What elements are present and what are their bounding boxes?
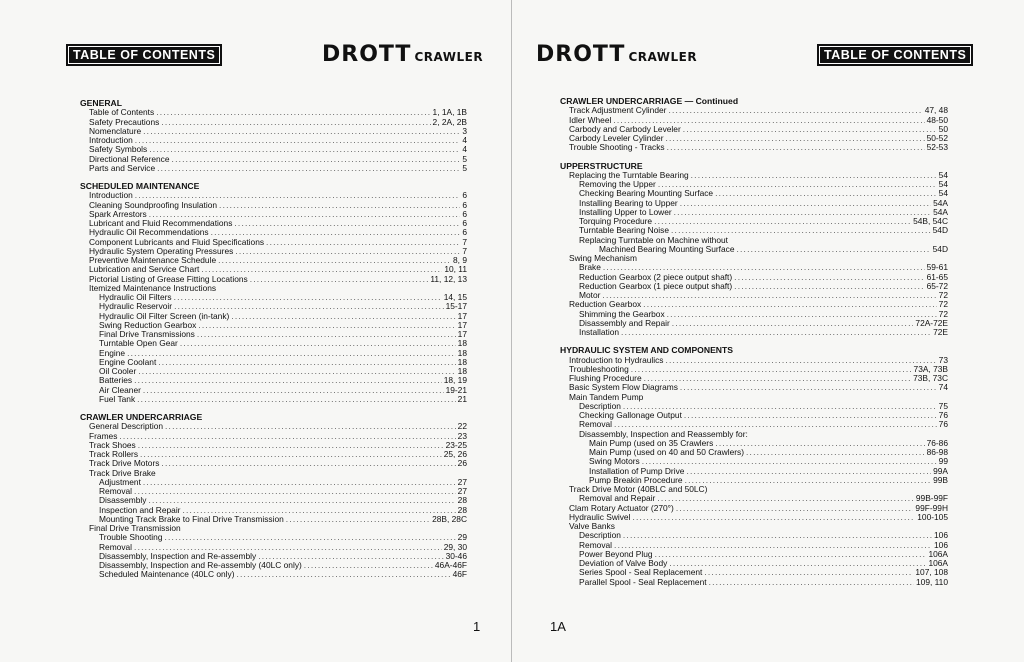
leader-dots xyxy=(704,568,913,577)
leader-dots xyxy=(684,411,937,420)
leader-dots xyxy=(621,328,931,337)
leader-dots xyxy=(161,118,430,127)
toc-entry-page: 4 xyxy=(462,135,467,145)
toc-entry xyxy=(560,106,948,115)
toc-entry-title: Directional Reference xyxy=(89,153,170,164)
leader-dots xyxy=(642,457,937,466)
toc-entry-title: Track Drive Brake xyxy=(89,467,156,478)
toc-entry xyxy=(560,328,948,337)
toc-entry-title: Flushing Procedure xyxy=(569,373,642,383)
leader-dots xyxy=(669,559,926,568)
toc-entry-page: 30-46 xyxy=(445,550,467,561)
toc-entry-title: Installing Upper to Lower xyxy=(579,206,672,217)
toc-entry xyxy=(80,570,467,579)
toc-entry-page: 61-65 xyxy=(926,271,948,282)
toc-entry-page: 27 xyxy=(457,476,467,487)
toc-entry xyxy=(560,143,948,152)
toc-entry-page: 72 xyxy=(938,308,948,319)
toc-entry-page: 46F xyxy=(452,569,467,580)
leader-dots xyxy=(654,217,911,226)
leader-dots xyxy=(140,450,442,459)
toc-entry-title: Valve Banks xyxy=(569,521,615,531)
toc-entry-title: Frames xyxy=(89,430,118,441)
toc-entry-page: 17 xyxy=(457,319,467,330)
toc-entry-title: Spark Arrestors xyxy=(89,208,147,219)
toc-entry-page: 59-61 xyxy=(926,262,948,273)
toc-entry-page: 75 xyxy=(938,400,948,411)
toc-entry-title: Introduction to Hydraulics xyxy=(569,354,664,365)
toc-list xyxy=(80,99,467,580)
toc-entry-title: Swing Mechanism xyxy=(569,253,637,263)
toc-entry-page: 25, 26 xyxy=(443,449,467,459)
toc-entry-page: 107, 108 xyxy=(915,567,948,578)
toc-entry-title: Oil Cooler xyxy=(99,366,137,376)
toc-entry-title: Reduction Gearbox (1 piece output shaft) xyxy=(579,280,733,291)
toc-entry-page: 21 xyxy=(457,393,467,404)
leader-dots xyxy=(746,448,925,457)
brand-name: DROTT xyxy=(536,42,626,67)
toc-entry-page: 76 xyxy=(938,410,948,420)
toc-entry-title: Removal xyxy=(99,541,133,552)
toc-entry-title: Turntable Open Gear xyxy=(99,338,178,349)
toc-entry-title: Carbody Leveler Cylinder xyxy=(569,133,664,143)
toc-entry-title: Nomenclature xyxy=(89,125,142,136)
toc-entry-page: 1, 1A, 1B xyxy=(432,107,467,118)
toc-entry-page: 29 xyxy=(457,532,467,543)
toc-entry-page: 22 xyxy=(457,421,467,432)
toc-entry-page: 18 xyxy=(457,366,467,376)
toc-entry xyxy=(80,432,467,441)
leader-dots xyxy=(667,310,937,319)
toc-entry xyxy=(80,533,467,542)
toc-entry-title: Inspection and Repair xyxy=(99,504,181,515)
toc-entry-title: Engine xyxy=(99,347,126,358)
toc-entry-page: 23 xyxy=(457,430,467,441)
leader-dots xyxy=(655,550,927,559)
toc-entry-title: Final Drive Transmission xyxy=(89,523,181,533)
toc-entry-page: 18 xyxy=(457,356,467,367)
leader-dots xyxy=(137,395,456,404)
toc-entry-title: Final Drive Transmissions xyxy=(99,329,195,339)
leader-dots xyxy=(234,219,460,228)
section-heading: CRAWLER UNDERCARRIAGE — Continued xyxy=(560,96,739,106)
toc-entry xyxy=(80,395,467,404)
leader-dots xyxy=(236,570,450,579)
leader-dots xyxy=(286,515,430,524)
toc-entry-title: Replacing the Turntable Bearing xyxy=(569,169,689,180)
page-number: 1 xyxy=(473,619,481,634)
toc-entry-title: General Description xyxy=(89,421,164,432)
leader-dots xyxy=(691,171,937,180)
toc-entry-page: 6 xyxy=(462,190,467,201)
toc-entry-title: Disassembly, Inspection and Re-assembly (40LC only) xyxy=(99,560,302,570)
leader-dots xyxy=(219,201,460,210)
toc-entry-page: 73A, 73B xyxy=(913,363,948,374)
toc-entry-title: Pictorial Listing of Grease Fitting Locations xyxy=(89,273,248,284)
toc-entry-page: 73B, 73C xyxy=(913,373,948,383)
leader-dots xyxy=(180,339,456,348)
toc-entry-title: Safety Precautions xyxy=(89,116,160,127)
leader-dots xyxy=(161,459,455,468)
toc-entry-page: 72A-72E xyxy=(915,317,948,328)
toc-entry-page: 26 xyxy=(457,458,467,469)
toc-entry xyxy=(560,578,948,587)
leader-dots xyxy=(644,374,911,383)
leader-dots xyxy=(143,386,444,395)
toc-entry-title: Component Lubricants and Fluid Specifications xyxy=(89,236,265,247)
leader-dots xyxy=(135,136,461,145)
toc-entry-title: Trouble Shooting xyxy=(99,532,163,543)
leader-dots xyxy=(734,282,924,291)
toc-entry-page: 14, 15 xyxy=(443,292,467,302)
toc-entry-title: Main Pump (used on 40 and 50 Crawlers) xyxy=(589,447,745,457)
brand-logo xyxy=(322,42,483,67)
toc-entry-title: Checking Gallonage Output xyxy=(579,410,682,420)
toc-entry-title: Troubleshooting xyxy=(569,363,629,374)
toc-entry-page: 54D xyxy=(932,243,948,254)
toc-entry-page: 50 xyxy=(938,123,948,134)
right-page xyxy=(512,0,1024,662)
toc-entry-title: Removing the Upper xyxy=(579,179,656,189)
leader-dots xyxy=(668,106,922,115)
toc-entry-page: 74 xyxy=(938,382,948,393)
toc-entry-title: Disassembly and Repair xyxy=(579,317,670,328)
toc-entry-page: 99B xyxy=(933,474,948,485)
section-heading: CRAWLER UNDERCARRIAGE xyxy=(80,412,203,422)
leader-dots xyxy=(149,145,460,154)
page-number: 1A xyxy=(550,619,566,634)
toc-entry-title: Trouble Shooting - Tracks xyxy=(569,142,665,153)
toc-entry-page: 65-72 xyxy=(926,280,948,291)
toc-entry-title: Hydraulic Swivel xyxy=(569,511,631,522)
toc-entry-title: Idler Wheel xyxy=(569,114,612,125)
toc-entry-page: 11, 12, 13 xyxy=(430,273,467,284)
toc-entry-page: 3 xyxy=(462,125,467,136)
toc-entry-title: Hydraulic Reservoir xyxy=(99,301,173,312)
toc-entry-title: Removal xyxy=(579,419,613,430)
toc-entry-title: Mounting Track Brake to Final Drive Transmission xyxy=(99,513,284,524)
toc-entry-page: 86-98 xyxy=(926,447,948,457)
toc-entry-title: Fuel Tank xyxy=(99,393,136,404)
toc-entry xyxy=(80,358,467,367)
toc-entry-page: 2, 2A, 2B xyxy=(432,116,467,127)
toc-entry-title: Swing Reduction Gearbox xyxy=(99,319,197,330)
toc-entry-title: Description xyxy=(579,530,621,541)
toc-entry-title: Air Cleaner xyxy=(99,384,141,395)
toc-entry-page: 76-86 xyxy=(926,437,948,448)
section-heading: UPPERSTRUCTURE xyxy=(560,160,643,171)
toc-entry-title: Track Adjustment Cylinder xyxy=(569,105,667,116)
toc-entry-title: Itemized Maintenance Instructions xyxy=(89,282,217,293)
toc-entry-page: 54 xyxy=(938,179,948,189)
toc-entry-title: Disassembly, Inspection and Re-assembly xyxy=(99,550,257,561)
leader-dots xyxy=(174,293,442,302)
toc-entry-title: Lubrication and Service Chart xyxy=(89,264,200,275)
section-heading: GENERAL xyxy=(80,98,123,108)
leader-dots xyxy=(667,143,925,152)
toc-entry-page: 106 xyxy=(934,539,948,550)
toc-entry-title: Series Spool - Seal Replacement xyxy=(579,567,703,578)
toc-entry-title: Removal xyxy=(99,486,133,496)
leader-dots xyxy=(623,531,932,540)
toc-entry xyxy=(560,411,948,420)
leader-dots xyxy=(158,358,455,367)
toc-entry-page: 17 xyxy=(457,329,467,339)
toc-entry-page: 6 xyxy=(462,218,467,228)
leader-dots xyxy=(734,273,924,282)
toc-entry-page: 47, 48 xyxy=(924,105,948,116)
toc-entry-title: Basic System Flow Diagrams xyxy=(569,382,678,393)
toc-entry-page: 106A xyxy=(928,548,948,559)
leader-dots xyxy=(715,439,924,448)
toc-entry-title: Carbody and Carbody Leveler xyxy=(569,123,681,134)
leader-dots xyxy=(231,312,455,321)
toc-entry xyxy=(560,531,948,540)
toc-entry-title: Hydraulic Oil Filters xyxy=(99,292,172,302)
toc-entry-title: Introduction xyxy=(89,190,133,201)
toc-entry xyxy=(560,254,948,263)
section-heading: SCHEDULED MAINTENANCE xyxy=(80,181,200,191)
toc-entry xyxy=(80,478,467,487)
leader-dots xyxy=(218,256,451,265)
leader-dots xyxy=(134,376,442,385)
toc-entry-title: Preventive Maintenance Schedule xyxy=(89,255,217,265)
toc-entry-page: 6 xyxy=(462,199,467,210)
leader-dots xyxy=(197,330,456,339)
toc-entry-title: Introduction xyxy=(89,135,133,145)
toc-banner: TABLE OF CONTENTS xyxy=(66,44,222,66)
toc-entry-page: 29, 30 xyxy=(443,541,467,552)
toc-entry xyxy=(560,513,948,522)
leader-dots xyxy=(715,189,937,198)
toc-entry-page: 54 xyxy=(938,169,948,180)
toc-entry-title: Power Beyond Plug xyxy=(579,548,653,559)
toc-entry-page: 99B-99F xyxy=(915,493,948,504)
toc-entry-title: Turntable Bearing Noise xyxy=(579,225,670,236)
toc-entry-title: Pump Breakin Procedure xyxy=(589,474,683,485)
leader-dots xyxy=(138,441,444,450)
toc-entry-title: Hydraulic Oil Filter Screen (in-tank) xyxy=(99,310,230,321)
toc-entry-page: 106 xyxy=(934,530,948,541)
toc-entry-page: 109, 110 xyxy=(916,576,948,587)
toc-entry-title: Hydraulic Oil Recommendations xyxy=(89,227,209,238)
leader-dots xyxy=(156,108,430,117)
toc-entry-page: 54B, 54C xyxy=(913,216,948,226)
leader-dots xyxy=(235,247,460,256)
leader-dots xyxy=(680,383,937,392)
leader-dots xyxy=(143,478,456,487)
leader-dots xyxy=(250,275,429,284)
toc-entry-title: Torquing Procedure xyxy=(579,216,653,226)
toc-entry-page: 19-21 xyxy=(445,384,467,395)
leader-dots xyxy=(127,349,456,358)
leader-dots xyxy=(672,319,914,328)
leader-dots xyxy=(643,300,937,309)
toc-entry-title: Shimming the Gearbox xyxy=(579,308,665,319)
toc-entry-page: 6 xyxy=(462,208,467,219)
toc-entry-title: Parts and Service xyxy=(89,162,156,173)
toc-entry-title: Lubricant and Fluid Recommendations xyxy=(89,218,233,228)
toc-entry-page: 28B, 28C xyxy=(432,513,467,524)
toc-entry-page: 4 xyxy=(462,144,467,155)
toc-entry-title: Track Drive Motors xyxy=(89,458,160,469)
toc-entry-title: Hydraulic System Operating Pressures xyxy=(89,245,234,256)
toc-entry-page: 48-50 xyxy=(926,114,948,125)
toc-entry-page: 17 xyxy=(457,310,467,321)
toc-entry-title: Description xyxy=(579,400,621,411)
toc-list xyxy=(560,97,948,587)
toc-entry xyxy=(80,339,467,348)
toc-entry-title: Disassembly, Inspection and Reassembly for: xyxy=(579,428,748,439)
toc-entry-page: 10, 11 xyxy=(444,264,467,275)
leader-dots xyxy=(676,504,914,513)
toc-entry xyxy=(80,367,467,376)
toc-entry-title: Reduction Gearbox xyxy=(569,299,642,310)
toc-entry-title: Checking Bearing Mounting Surface xyxy=(579,188,714,199)
leader-dots xyxy=(674,208,931,217)
leader-dots xyxy=(165,422,456,431)
leader-dots xyxy=(632,513,915,522)
leader-dots xyxy=(602,291,936,300)
toc-entry-title: Cleaning Soundproofing Insulation xyxy=(89,199,218,210)
leader-dots xyxy=(266,238,460,247)
brand-logo xyxy=(536,42,697,67)
toc-entry-page: 15-17 xyxy=(445,301,467,312)
toc-entry-title: Safety Symbols xyxy=(89,144,148,155)
toc-entry-title: Engine Coolant xyxy=(99,356,157,367)
toc-entry-title: Clam Rotary Actuator (270°) xyxy=(569,502,674,513)
toc-entry-page: 72 xyxy=(938,299,948,310)
toc-entry-title: Track Rollers xyxy=(89,449,139,459)
toc-entry-page: 18 xyxy=(457,338,467,349)
toc-entry-title: Installation xyxy=(579,327,620,337)
toc-entry-page: 7 xyxy=(462,245,467,256)
toc-entry-title: Deviation of Valve Body xyxy=(579,558,668,568)
toc-entry-title: Installation of Pump Drive xyxy=(589,465,685,476)
leader-dots xyxy=(657,494,914,503)
leader-dots xyxy=(686,467,931,476)
toc-entry-title: Removal and Repair xyxy=(579,493,656,504)
toc-entry-page: 54D xyxy=(932,225,948,236)
toc-entry-title: Replacing Turntable on Machine without xyxy=(579,234,728,245)
leader-dots xyxy=(157,164,460,173)
toc-entry-page: 18, 19 xyxy=(443,375,467,386)
leader-dots xyxy=(683,125,937,134)
toc-entry-page: 54A xyxy=(933,197,948,208)
leader-dots xyxy=(631,365,912,374)
toc-entry-page: 5 xyxy=(462,162,467,173)
leader-dots xyxy=(614,541,932,550)
toc-entry-page: 28 xyxy=(457,504,467,515)
toc-entry-title: Batteries xyxy=(99,375,133,386)
toc-entry xyxy=(80,386,467,395)
toc-entry-page: 6 xyxy=(462,227,467,238)
toc-entry xyxy=(80,441,467,450)
toc-entry-title: Motor xyxy=(579,290,601,300)
toc-entry-page: 54A xyxy=(933,206,948,217)
toc-entry xyxy=(80,422,467,431)
leader-dots xyxy=(143,127,460,136)
toc-entry-title: Main Tandem Pump xyxy=(569,391,644,402)
toc-entry-title: Adjustment xyxy=(99,476,141,487)
toc-entry-page: 46A-46F xyxy=(434,560,467,570)
leader-dots xyxy=(685,476,932,485)
toc-entry-page: 76 xyxy=(938,419,948,430)
leader-dots xyxy=(119,432,455,441)
brand-sub: CRAWLER xyxy=(628,50,698,64)
brand-sub: CRAWLER xyxy=(414,50,484,64)
section-heading: HYDRAULIC SYSTEM AND COMPONENTS xyxy=(560,345,733,356)
toc-entry-page: 50-52 xyxy=(926,133,948,143)
toc-entry-page: 72 xyxy=(938,290,948,300)
toc-banner: TABLE OF CONTENTS xyxy=(817,44,973,66)
leader-dots xyxy=(736,245,930,254)
toc-entry-page: 99A xyxy=(933,465,948,476)
toc-entry-page: 27 xyxy=(457,486,467,496)
toc-entry-title: Brake xyxy=(579,262,601,273)
toc-entry-title: Disassembly xyxy=(99,495,147,506)
leader-dots xyxy=(666,356,937,365)
toc-entry-page: 99F-99H xyxy=(915,502,948,513)
leader-dots xyxy=(138,367,455,376)
toc-entry-title: Parallel Spool - Seal Replacement xyxy=(579,576,707,587)
leader-dots xyxy=(680,199,931,208)
toc-entry-page: 99 xyxy=(938,456,948,467)
toc-entry-page: 106A xyxy=(928,558,948,568)
toc-entry-title: Swing Motors xyxy=(589,456,640,467)
toc-entry-page: 23-25 xyxy=(445,439,467,450)
toc-entry-title: Machined Bearing Mounting Surface xyxy=(599,243,735,254)
toc-entry-title: Removal xyxy=(579,539,613,550)
toc-entry xyxy=(80,127,467,136)
leader-dots xyxy=(134,487,456,496)
toc-entry xyxy=(560,282,948,291)
toc-entry-title: Track Drive Motor (40BLC and 50LC) xyxy=(569,484,708,494)
toc-entry-page: 7 xyxy=(462,236,467,247)
toc-entry xyxy=(80,164,467,173)
toc-entry-page: 5 xyxy=(462,153,467,164)
toc-entry-page: 100-105 xyxy=(917,511,948,522)
toc-entry-page: 28 xyxy=(457,495,467,506)
leader-dots xyxy=(148,496,455,505)
leader-dots xyxy=(164,533,455,542)
toc-entry-title: Track Shoes xyxy=(89,439,136,450)
toc-entry-page: 72E xyxy=(933,327,948,337)
leader-dots xyxy=(666,134,925,143)
toc-entry-title: Scheduled Maintenance (40LC only) xyxy=(99,569,235,580)
toc-entry-title: Installing Bearing to Upper xyxy=(579,197,678,208)
toc-entry-title: Reduction Gearbox (2 piece output shaft) xyxy=(579,271,733,282)
brand-name: DROTT xyxy=(322,42,412,67)
toc-entry-page: 52-53 xyxy=(926,142,948,153)
leader-dots xyxy=(172,155,461,164)
toc-entry-page: 54 xyxy=(938,188,948,199)
toc-entry-page: 73 xyxy=(938,354,948,365)
leader-dots xyxy=(709,578,914,587)
toc-entry-page: 8, 9 xyxy=(453,255,467,265)
toc-entry-title: Main Pump (used on 35 Crawlers xyxy=(589,437,714,448)
toc-entry-title: Table of Contents xyxy=(89,107,155,118)
leader-dots xyxy=(304,561,433,570)
toc-entry-page: 18 xyxy=(457,347,467,358)
leader-dots xyxy=(198,321,455,330)
